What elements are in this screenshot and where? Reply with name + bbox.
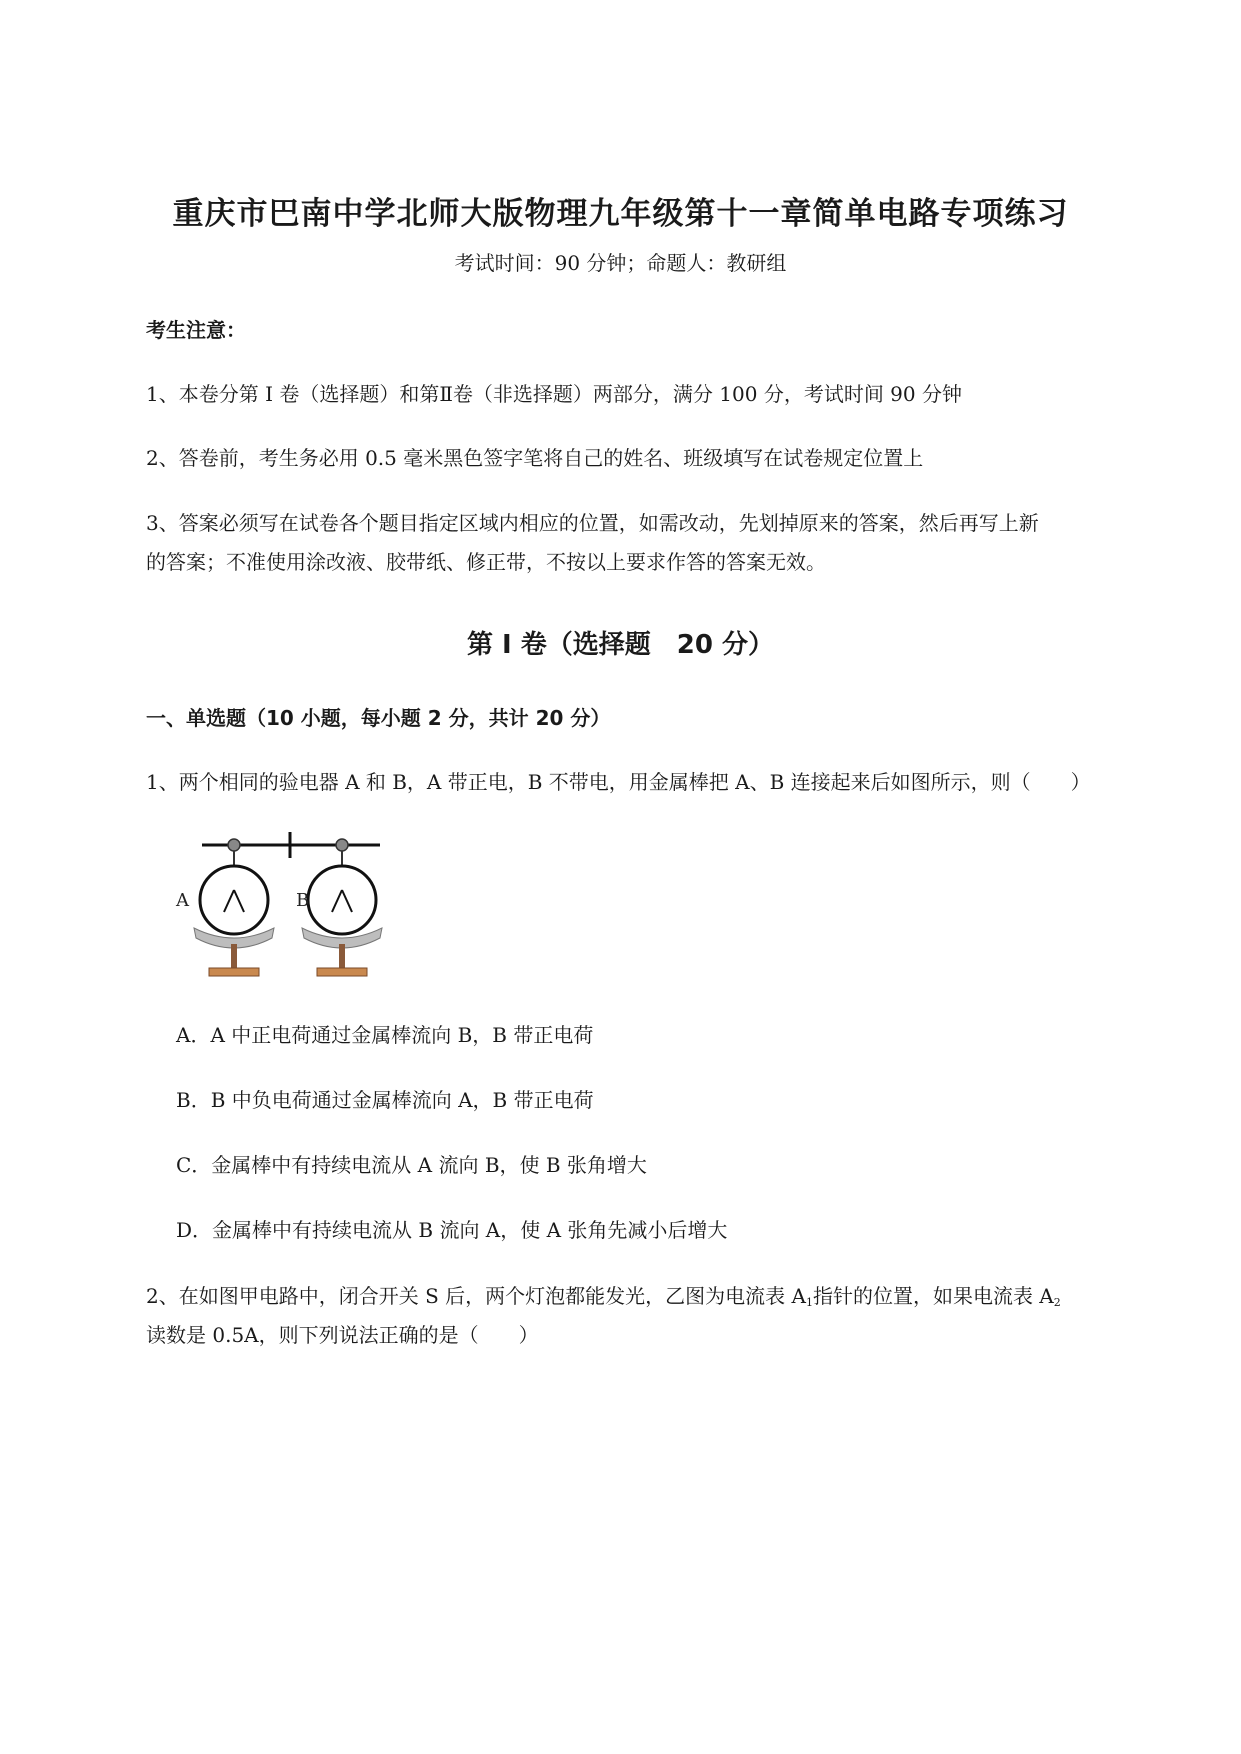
question-1-stem: 1、两个相同的验电器 A 和 B，A 带正电，B 不带电，用金属棒把 A、B 连接起来后如图所示，则（ ） (146, 770, 1091, 794)
electroscope-b (302, 839, 382, 976)
notice-item-3: 3、答案必须写在试卷各个题目指定区域内相应的位置，如需改动，先划掉原来的答案，然后再写上新 (146, 511, 1039, 535)
notice-item-3-cont: 的答案；不准使用涂改液、胶带纸、修正带，不按以上要求作答的答案无效。 (146, 550, 826, 574)
question-2-stem: 2、在如图甲电路中，闭合开关 S 后，两个灯泡都能发光，乙图为电流表 $A_1$指针的位置，如果电流表 $A_2$ (146, 1284, 1061, 1309)
question-1-option-c[interactable]: C．金属棒中有持续电流从 A 流向 B，使 B 张角增大 (176, 1153, 647, 1177)
subscript-1: 1 (805, 1296, 813, 1309)
electroscope-a (194, 839, 274, 976)
question-1-option-a[interactable]: A．A 中正电荷通过金属棒流向 B，B 带正电荷 (176, 1023, 594, 1047)
subscript-2: 2 (1053, 1296, 1061, 1309)
part-title: 一、单选题（10 小题，每小题 2 分，共计 20 分） (146, 706, 611, 730)
figure-label-b: B (296, 890, 310, 911)
notice-heading: 考生注意： (146, 318, 246, 342)
electroscope-figure (172, 820, 392, 980)
section-title: 第 I 卷（选择题 20 分） (466, 630, 774, 660)
question-1-option-b[interactable]: B．B 中负电荷通过金属棒流向 A，B 带正电荷 (176, 1088, 594, 1112)
exam-title: 重庆市巴南中学北师大版物理九年级第十一章简单电路专项练习 (172, 196, 1069, 232)
notice-item-1: 1、本卷分第 I 卷（选择题）和第Ⅱ卷（非选择题）两部分，满分 100 分，考试时间 90 分钟 (146, 382, 962, 406)
exam-subtitle: 考试时间：90 分钟；命题人：教研组 (454, 251, 787, 275)
figure-label-a: A (176, 890, 189, 911)
notice-item-2: 2、答卷前，考生务必用 0.5 毫米黑色签字笔将自己的姓名、班级填写在试卷规定位置上 (146, 446, 924, 470)
question-1-option-d[interactable]: D．金属棒中有持续电流从 B 流向 A，使 A 张角先减小后增大 (176, 1218, 728, 1242)
question-2-stem-cont: 读数是 0.5A，则下列说法正确的是（ ） (146, 1323, 539, 1347)
